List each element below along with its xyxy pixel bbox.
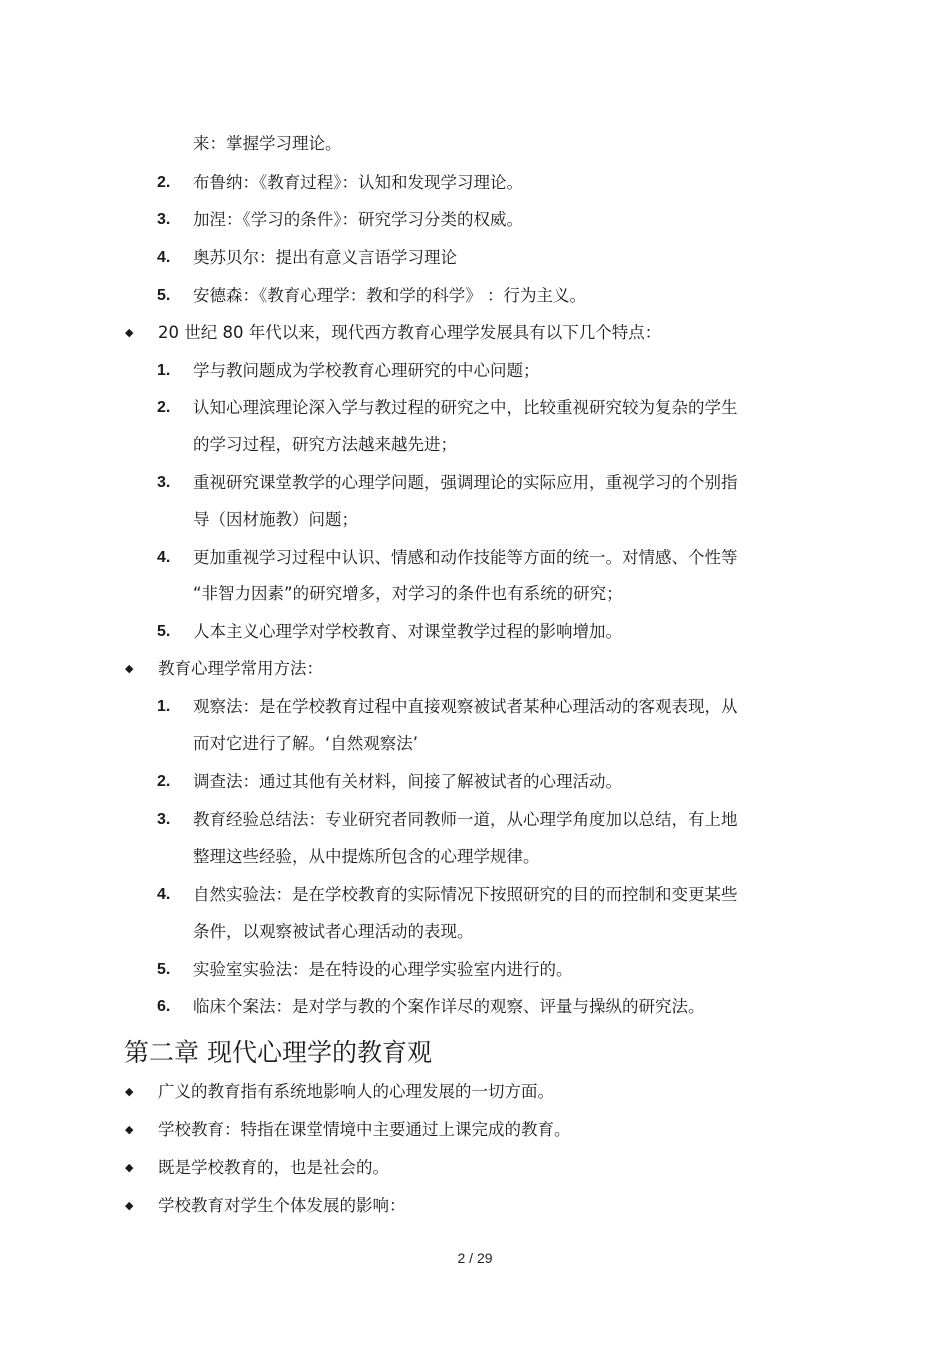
item-text: 实验室实验法：是在特设的心理学实验室内进行的。: [193, 960, 573, 979]
item-text: 来：掌握学习理论。: [193, 134, 342, 153]
item-text: 整理这些经验，从中提炼所包含的心理学规律。: [193, 847, 540, 866]
item-number: 3.: [157, 474, 171, 491]
item-number: 2.: [157, 174, 171, 191]
diamond-bullet-icon: ◆: [125, 662, 134, 675]
item-text: 安德森：《教育心理学：教和学的科学》 ：行为主义。: [193, 286, 586, 305]
item-text: 的学习过程，研究方法越来越先进；: [193, 435, 457, 454]
item-text: 学与教问题成为学校教育心理研究的中心问题；: [193, 361, 540, 380]
item-text: 加涅：《学习的条件》：研究学习分类的权威。: [193, 210, 523, 229]
item-text: 而对它进行了解。‘自然观察法’: [193, 734, 418, 753]
diamond-bullet-icon: ◆: [125, 1199, 134, 1212]
chapter-heading: 第二章 现代心理学的教育观: [124, 1038, 432, 1067]
item-number: 5.: [157, 287, 171, 304]
item-text: “非智力因素”的研究增多，对学习的条件也有系统的研究；: [193, 584, 623, 603]
item-text: 学校教育：特指在课堂情境中主要通过上课完成的教育。: [158, 1120, 571, 1139]
item-number: 6.: [157, 998, 171, 1015]
item-text: 认知心理滨理论深入学与教过程的研究之中，比较重视研究较为复杂的学生: [193, 398, 738, 417]
item-text: 条件，以观察被试者心理活动的表现。: [193, 922, 474, 941]
diamond-bullet-icon: ◆: [125, 326, 134, 339]
item-number: 5.: [157, 623, 171, 640]
item-number: 4.: [157, 886, 171, 903]
diamond-bullet-icon: ◆: [125, 1123, 134, 1136]
item-text: 更加重视学习过程中认识、情感和动作技能等方面的统一。对情感、个性等: [193, 548, 738, 567]
item-text: 重视研究课堂教学的心理学问题，强调理论的实际应用，重视学习的个别指: [193, 473, 738, 492]
item-text: 导（因材施教）问题；: [193, 510, 358, 529]
item-text: 人本主义心理学对学校教育、对课堂教学过程的影响增加。: [193, 622, 622, 641]
item-text: 观察法：是在学校教育过程中直接观察被试者某种心理活动的客观表现，从: [193, 697, 738, 716]
item-text: 教育经验总结法：专业研究者同教师一道，从心理学角度加以总结，有上地: [193, 810, 738, 829]
item-text: 奥苏贝尔：提出有意义言语学习理论: [193, 248, 457, 267]
item-text: 教育心理学常用方法：: [158, 659, 323, 678]
item-number: 3.: [157, 211, 171, 228]
item-text: 广义的教育指有系统地影响人的心理发展的一切方面。: [158, 1082, 554, 1101]
item-text: 学校教育对学生个体发展的影响：: [158, 1196, 406, 1215]
page-number: 2 / 29: [457, 1250, 493, 1266]
item-number: 4.: [157, 249, 171, 266]
item-number: 5.: [157, 961, 171, 978]
diamond-bullet-icon: ◆: [125, 1161, 134, 1174]
diamond-bullet-icon: ◆: [125, 1085, 134, 1098]
item-number: 2.: [157, 399, 171, 416]
item-text: 20 世纪 80 年代以来，现代西方教育心理学发展具有以下几个特点：: [158, 323, 662, 342]
item-text: 临床个案法：是对学与教的个案作详尽的观察、评量与操纵的研究法。: [193, 997, 705, 1016]
item-number: 1.: [157, 698, 171, 715]
item-text: 自然实验法：是在学校教育的实际情况下按照研究的目的而控制和变更某些: [193, 885, 738, 904]
item-text: 布鲁纳：《教育过程》：认知和发现学习理论。: [193, 173, 523, 192]
item-text: 调查法：通过其他有关材料，间接了解被试者的心理活动。: [193, 772, 622, 791]
item-number: 2.: [157, 773, 171, 790]
item-number: 1.: [157, 362, 171, 379]
item-text: 既是学校教育的，也是社会的。: [158, 1158, 389, 1177]
item-number: 3.: [157, 811, 171, 828]
item-number: 4.: [157, 549, 171, 566]
